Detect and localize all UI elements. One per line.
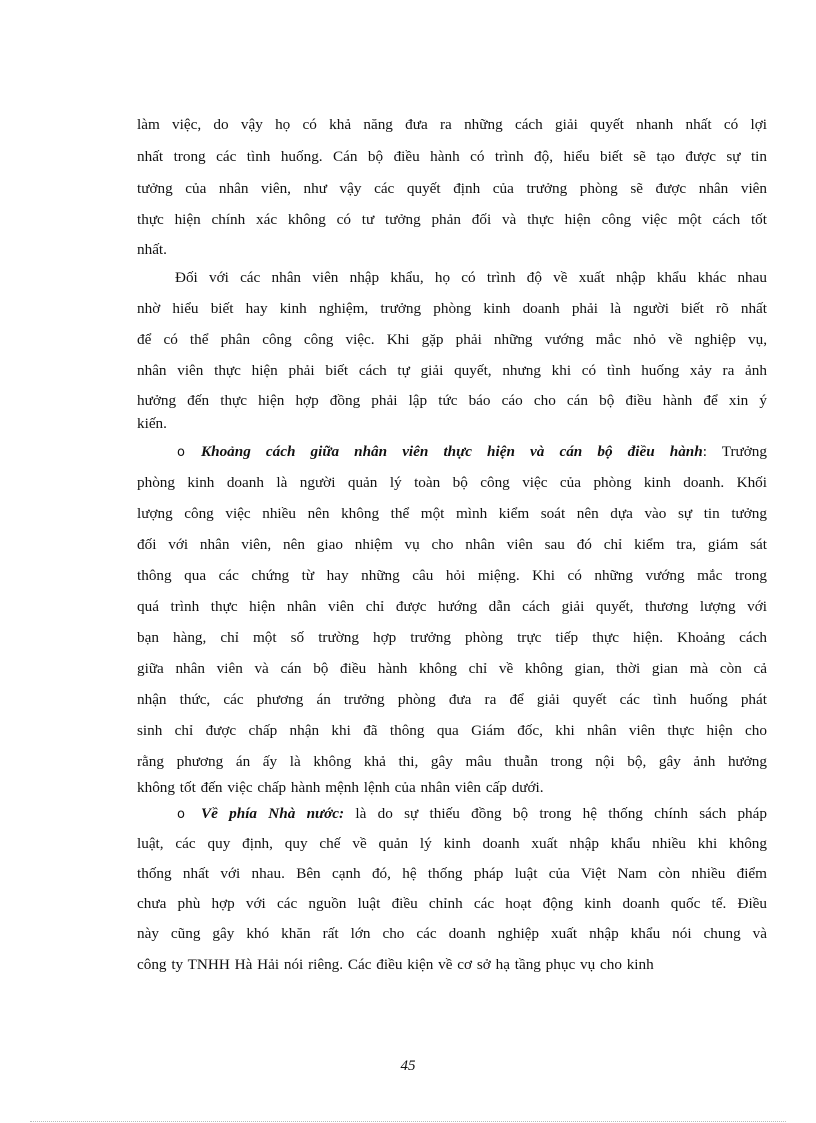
bullet-1-line-8: nhận thức, các phương án trưởng phòng đưa ra để giải quyết các tình huống phát	[137, 691, 767, 708]
paragraph-1-line-4: thực hiện chính xác không có tư tưởng phản đối và thực hiện công việc một cách tốt	[137, 211, 767, 228]
bullet-1-line-7: giữa nhân viên và cán bộ điều hành không chỉ về không gian, thời gian mà còn cả	[137, 660, 767, 677]
bullet-2-first-line	[177, 804, 767, 824]
bullet-2-line-4: này cũng gây khó khăn rất lớn cho các doanh nghiệp xuất nhập khẩu nói chung và	[137, 925, 767, 942]
paragraph-2-line-4: nhân viên thực hiện phải biết cách tự giải quyết, nhưng khi có tình huống xảy ra ảnh	[137, 362, 767, 379]
bullet-marker: o	[177, 807, 185, 822]
paragraph-2-line-2: nhờ hiểu biết hay kinh nghiệm, trưởng phòng kinh doanh phải là người biết rõ nhất	[137, 300, 767, 317]
bullet-1-line-6: bạn hàng, chỉ một số trường hợp trưởng phòng trực tiếp thực hiện. Khoảng cách	[137, 629, 767, 646]
bottom-divider	[30, 1121, 786, 1122]
bullet-1-first-line	[177, 442, 767, 462]
bullet-2-line-1: luật, các quy định, quy chế về quản lý kinh doanh xuất nhập khẩu nhiều khi không	[137, 835, 767, 852]
paragraph-2-line-3: để có thể phân công công việc. Khi gặp phải những vướng mắc nhỏ về nghiệp vụ,	[137, 331, 767, 348]
bullet-2-heading: Về phía Nhà nước:	[201, 805, 345, 822]
page-number: 45	[400, 1058, 416, 1074]
bullet-1-line-2: lượng công việc nhiều nên không thể một mình kiểm soát nên dựa vào sự tin tưởng	[137, 505, 767, 522]
bullet-2-line-5: công ty TNHH Hà Hải nói riêng. Các điều kiện về cơ sở hạ tầng phục vụ cho kinh	[137, 956, 654, 973]
paragraph-2-line-1: Đối với các nhân viên nhập khẩu, họ có trình độ về xuất nhập khẩu khác nhau	[175, 269, 767, 286]
paragraph-1-line-3: tưởng của nhân viên, như vậy các quyết định của trưởng phòng sẽ được nhân viên	[137, 180, 767, 197]
paragraph-1-line-5: nhất.	[137, 241, 167, 258]
bullet-2-first-line-rest: là do sự thiếu đồng bộ trong hệ thống chính sách pháp	[344, 805, 767, 822]
bullet-1-heading: Khoảng cách giữa nhân viên thực hiện và cán bộ điều hành	[201, 443, 703, 460]
bullet-marker: o	[177, 445, 185, 460]
bullet-1-line-3: đối với nhân viên, nên giao nhiệm vụ cho nhân viên sau đó chỉ kiểm tra, giám sát	[137, 536, 767, 553]
bullet-2-line-2: thống nhất với nhau. Bên cạnh đó, hệ thống pháp luật của Việt Nam còn nhiều điểm	[137, 865, 767, 882]
paragraph-1-line-2: nhất trong các tình huống. Cán bộ điều hành có trình độ, hiểu biết sẽ tạo được sự tin	[137, 148, 767, 165]
bullet-1-first-line-rest: : Trưởng	[702, 443, 767, 460]
bullet-1-line-9: sinh chỉ được chấp nhận khi đã thông qua Giám đốc, khi nhân viên thực hiện cho	[137, 722, 767, 739]
bullet-1-line-10: rằng phương án ấy là không khả thi, gây mâu thuẫn trong nội bộ, gây ảnh hưởng	[137, 753, 767, 770]
paragraph-2-line-6: kiến.	[137, 415, 167, 432]
bullet-1-line-4: thông qua các chứng từ hay những câu hỏi miệng. Khi có những vướng mắc trong	[137, 567, 767, 584]
paragraph-2-line-5: hưởng đến thực hiện hợp đồng phải lập tức báo cáo cho cán bộ điều hành để xin ý	[137, 392, 767, 409]
bullet-1-line-11: không tốt đến việc chấp hành mệnh lệnh của nhân viên cấp dưới.	[137, 779, 544, 796]
bullet-2-line-3: chưa phù hợp với các nguồn luật điều chỉnh các hoạt động kinh doanh quốc tế. Điều	[137, 895, 767, 912]
paragraph-1-line-1: làm việc, do vậy họ có khả năng đưa ra những cách giải quyết nhanh nhất có lợi	[137, 116, 767, 133]
bullet-1-line-5: quá trình thực hiện nhân viên chỉ được hướng dẫn cách giải quyết, thương lượng với	[137, 598, 767, 615]
bullet-1-line-1: phòng kinh doanh là người quản lý toàn bộ công việc của phòng kinh doanh. Khối	[137, 474, 767, 491]
